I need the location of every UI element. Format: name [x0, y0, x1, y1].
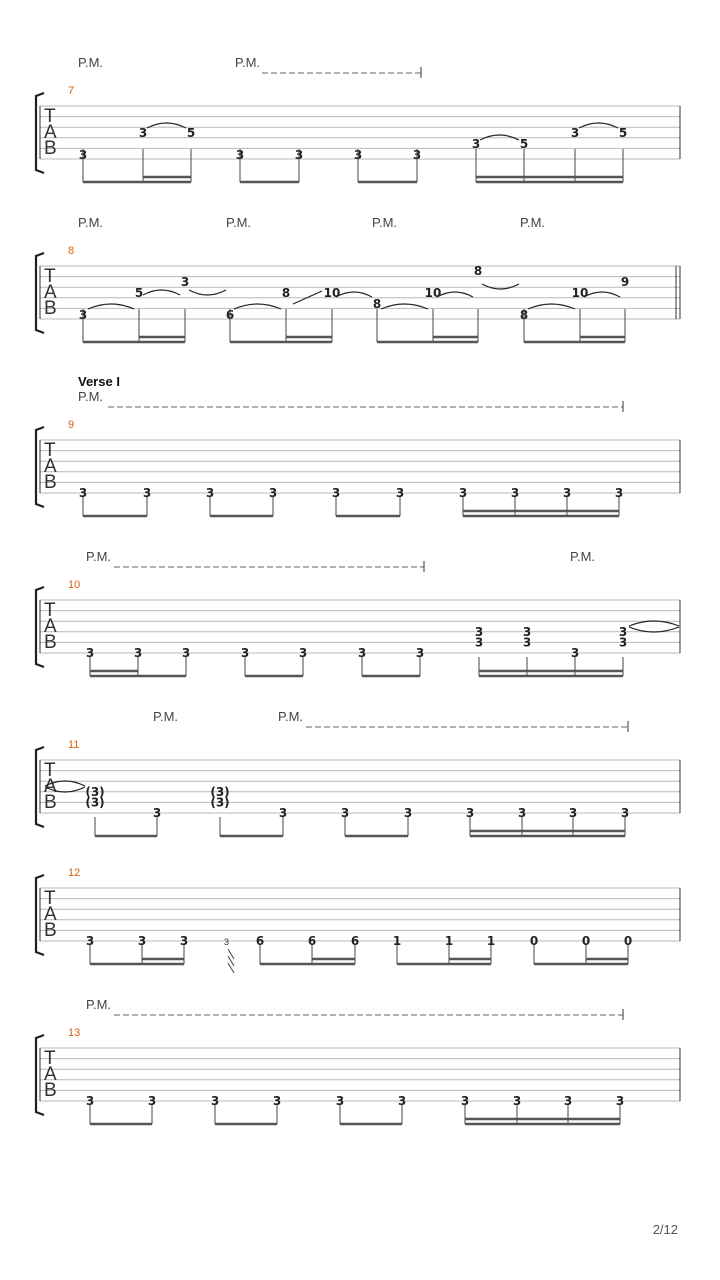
palm-mute-label: P.M. — [86, 997, 112, 1012]
tab-clef-letter: B — [44, 792, 57, 813]
fret-number: 3 — [152, 806, 162, 820]
fret-number: 10 — [571, 286, 589, 300]
palm-mute-label: P.M. — [153, 709, 179, 724]
fret-number: 6 — [350, 934, 360, 948]
tab-clef-letter: A — [44, 904, 57, 925]
fret-number: 3 — [240, 646, 250, 660]
tie-arc — [437, 292, 473, 297]
fret-number: 3 — [510, 486, 520, 500]
fret-number: 3 — [331, 486, 341, 500]
tab-clef-letter: B — [44, 920, 57, 941]
measure-number: 12 — [68, 867, 81, 879]
tab-clef-letter: T — [44, 440, 56, 461]
fret-number: 3 — [179, 934, 189, 948]
palm-mute-label: P.M. — [86, 549, 112, 564]
fret-number: 6 — [307, 934, 317, 948]
fret-number: 3 — [397, 1094, 407, 1108]
tie-arc — [189, 290, 226, 295]
fret-number: 8 — [372, 297, 382, 311]
fret-number: 5 — [618, 126, 628, 140]
tab-system-13 — [36, 997, 680, 1124]
fret-number: 3 — [620, 806, 630, 820]
fret-number: 1 — [486, 934, 496, 948]
fret-number: 3 — [412, 148, 422, 162]
fret-number: 3 — [618, 624, 628, 639]
tie-arc — [336, 292, 372, 297]
fret-number: 3 — [570, 126, 580, 140]
fret-number: 3 — [205, 486, 215, 500]
fret-number: 3 — [147, 1094, 157, 1108]
fret-number: 6 — [225, 308, 235, 322]
measure-number: 8 — [68, 245, 75, 257]
fret-number: 3 — [298, 646, 308, 660]
tie-arc — [629, 627, 679, 632]
fret-number: 3 — [415, 646, 425, 660]
section-label: Verse I — [78, 374, 120, 389]
fret-number: 3 — [85, 646, 95, 660]
fret-number: 3 — [85, 1094, 95, 1108]
tab-system-12 — [36, 867, 680, 973]
fret-number: 3 — [522, 635, 532, 650]
fret-number: 3 — [181, 646, 191, 660]
fret-number: 8 — [281, 286, 291, 300]
fret-number: 3 — [235, 148, 245, 162]
tab-clef-letter: A — [44, 616, 57, 637]
fret-number: 3 — [395, 486, 405, 500]
fret-number: 3 — [403, 806, 413, 820]
fret-number: 3 — [563, 1094, 573, 1108]
fret-number: 3 — [335, 1094, 345, 1108]
tab-clef-letter: T — [44, 1048, 56, 1069]
measure-number: 13 — [68, 1027, 81, 1039]
palm-mute-label: P.M. — [235, 55, 261, 70]
tab-clef-letter: B — [44, 298, 57, 319]
tab-clef-letter: T — [44, 600, 56, 621]
fret-number: 3 — [618, 635, 628, 650]
fret-number: 1 — [444, 934, 454, 948]
fret-number: 3 — [85, 934, 95, 948]
fret-number: 3 — [268, 486, 278, 500]
fret-number: 3 — [138, 126, 148, 140]
fret-number: 0 — [623, 934, 633, 948]
fret-number: 8 — [519, 308, 529, 322]
tab-system-10 — [36, 549, 680, 676]
tab-clef-letter: T — [44, 760, 56, 781]
tab-clef-letter: B — [44, 632, 57, 653]
fret-number: 3 — [522, 624, 532, 639]
fret-number: 3 — [142, 486, 152, 500]
fret-number: 0 — [581, 934, 591, 948]
fret-number: 10 — [424, 286, 442, 300]
fret-number: 3 — [340, 806, 350, 820]
fret-number: (3) — [210, 784, 230, 799]
tab-system-8 — [36, 215, 680, 342]
tab-clef-letter: B — [44, 1080, 57, 1101]
fret-number: 5 — [519, 137, 529, 151]
tab-clef-letter: B — [44, 472, 57, 493]
fret-number: 3 — [210, 1094, 220, 1108]
palm-mute-label: P.M. — [278, 709, 304, 724]
fret-number: 3 — [474, 635, 484, 650]
tab-clef-letter: B — [44, 138, 57, 159]
fret-number: 0 — [529, 934, 539, 948]
measure-number: 11 — [68, 739, 80, 751]
fret-number: 3 — [78, 148, 88, 162]
palm-mute-label: P.M. — [78, 389, 104, 404]
fret-number: 5 — [134, 286, 144, 300]
fret-number: 3 — [294, 148, 304, 162]
palm-mute-label: P.M. — [520, 215, 546, 230]
tab-clef-letter: A — [44, 1064, 57, 1085]
tab-clef-letter: T — [44, 266, 56, 287]
palm-mute-label: P.M. — [570, 549, 596, 564]
fret-number: 3 — [137, 934, 147, 948]
fret-number: 3 — [465, 806, 475, 820]
fret-number: 9 — [620, 275, 630, 289]
tie-arc — [629, 621, 679, 626]
fret-number: 3 — [460, 1094, 470, 1108]
fret-number: 3 — [517, 806, 527, 820]
tab-system-11 — [36, 709, 680, 836]
fret-number: 3 — [78, 486, 88, 500]
fret-number: 3 — [272, 1094, 282, 1108]
palm-mute-label: P.M. — [78, 215, 104, 230]
fret-number: 8 — [473, 264, 483, 278]
palm-mute-label: P.M. — [78, 55, 104, 70]
fret-number: 3 — [471, 137, 481, 151]
fret-number: 3 — [512, 1094, 522, 1108]
page-number: 2/12 — [652, 1222, 678, 1237]
tab-system-9 — [36, 374, 680, 516]
tab-clef-letter: A — [44, 456, 57, 477]
palm-mute-label: P.M. — [226, 215, 252, 230]
tie-arc — [482, 284, 519, 289]
fret-number: 10 — [323, 286, 341, 300]
tuplet-number: 3 — [224, 937, 230, 947]
fret-number: (3) — [210, 795, 230, 810]
fret-number: 3 — [278, 806, 288, 820]
fret-number: 3 — [180, 275, 190, 289]
tab-clef-letter: T — [44, 888, 56, 909]
fret-number: 1 — [392, 934, 402, 948]
fret-number: 3 — [568, 806, 578, 820]
tab-clef-letter: T — [44, 106, 56, 127]
tie-arc — [143, 290, 180, 295]
fret-number: 3 — [133, 646, 143, 660]
fret-number: 3 — [474, 624, 484, 639]
measure-number: 10 — [68, 579, 81, 591]
fret-number: 5 — [186, 126, 196, 140]
fret-number: 3 — [562, 486, 572, 500]
measure-number: 9 — [68, 419, 75, 431]
fret-number: 3 — [357, 646, 367, 660]
fret-number: 3 — [615, 1094, 625, 1108]
fret-number: 3 — [353, 148, 363, 162]
fret-number: 6 — [255, 934, 265, 948]
fret-number: 3 — [78, 308, 88, 322]
measure-number: 7 — [68, 85, 75, 97]
fret-number: 3 — [458, 486, 468, 500]
palm-mute-label: P.M. — [372, 215, 398, 230]
fret-number: (3) — [85, 795, 105, 810]
tab-system-7 — [36, 55, 680, 182]
tab-clef-letter: A — [44, 122, 57, 143]
tab-clef-letter: A — [44, 282, 57, 303]
fret-number: 3 — [614, 486, 624, 500]
fret-number: (3) — [85, 784, 105, 799]
fret-number: 3 — [570, 646, 580, 660]
tab-clef-letter: A — [44, 776, 57, 797]
tie-arc — [584, 292, 620, 297]
